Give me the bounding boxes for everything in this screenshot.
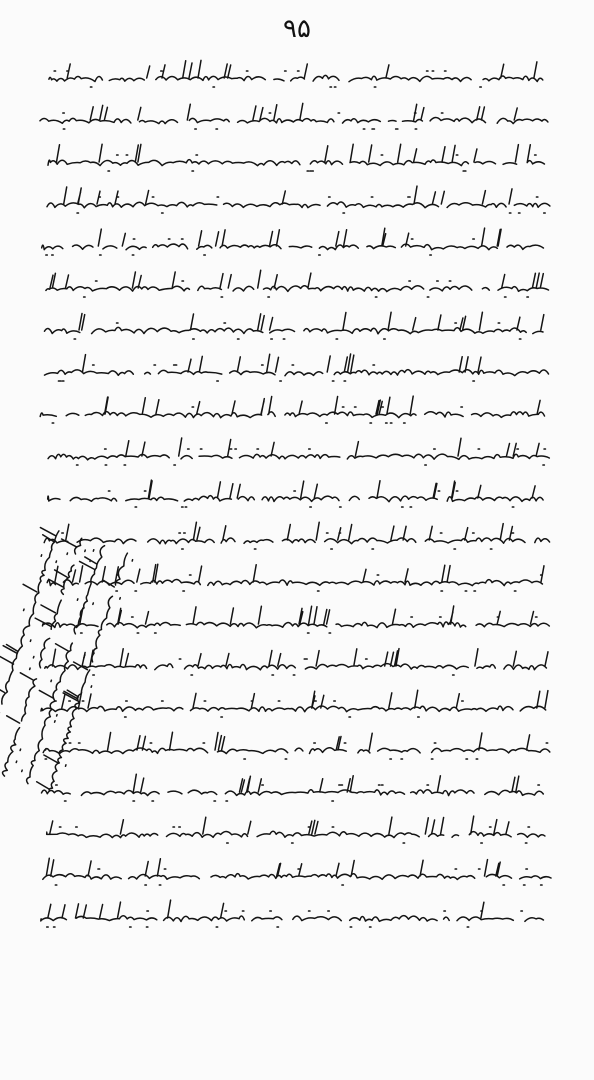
- text-line: [43, 732, 550, 759]
- text-line: [40, 396, 544, 423]
- margin-note: [0, 525, 134, 793]
- margin-note-line: [9, 540, 111, 786]
- text-line: [43, 858, 551, 885]
- text-line: [45, 312, 544, 339]
- text-line: [42, 228, 544, 255]
- text-line: [41, 900, 544, 927]
- page-number: ۹۵: [283, 14, 311, 44]
- text-line: [40, 103, 548, 129]
- text-line: [43, 606, 550, 633]
- margin-note-line: [33, 548, 134, 793]
- text-line: [48, 144, 544, 171]
- text-line: [46, 270, 549, 297]
- text-line: [44, 522, 549, 549]
- text-line: [48, 438, 549, 465]
- margin-note-line: [0, 525, 66, 771]
- text-line: [49, 60, 543, 87]
- text-line: [47, 186, 550, 213]
- text-line: [48, 480, 543, 507]
- text-line: [45, 354, 549, 381]
- text-line: [45, 649, 548, 675]
- margin-note-line: [0, 532, 88, 778]
- main-text-body: [40, 60, 551, 927]
- text-line: [42, 774, 544, 801]
- text-line: [47, 816, 545, 843]
- text-line: [41, 690, 548, 717]
- text-line: [47, 564, 544, 591]
